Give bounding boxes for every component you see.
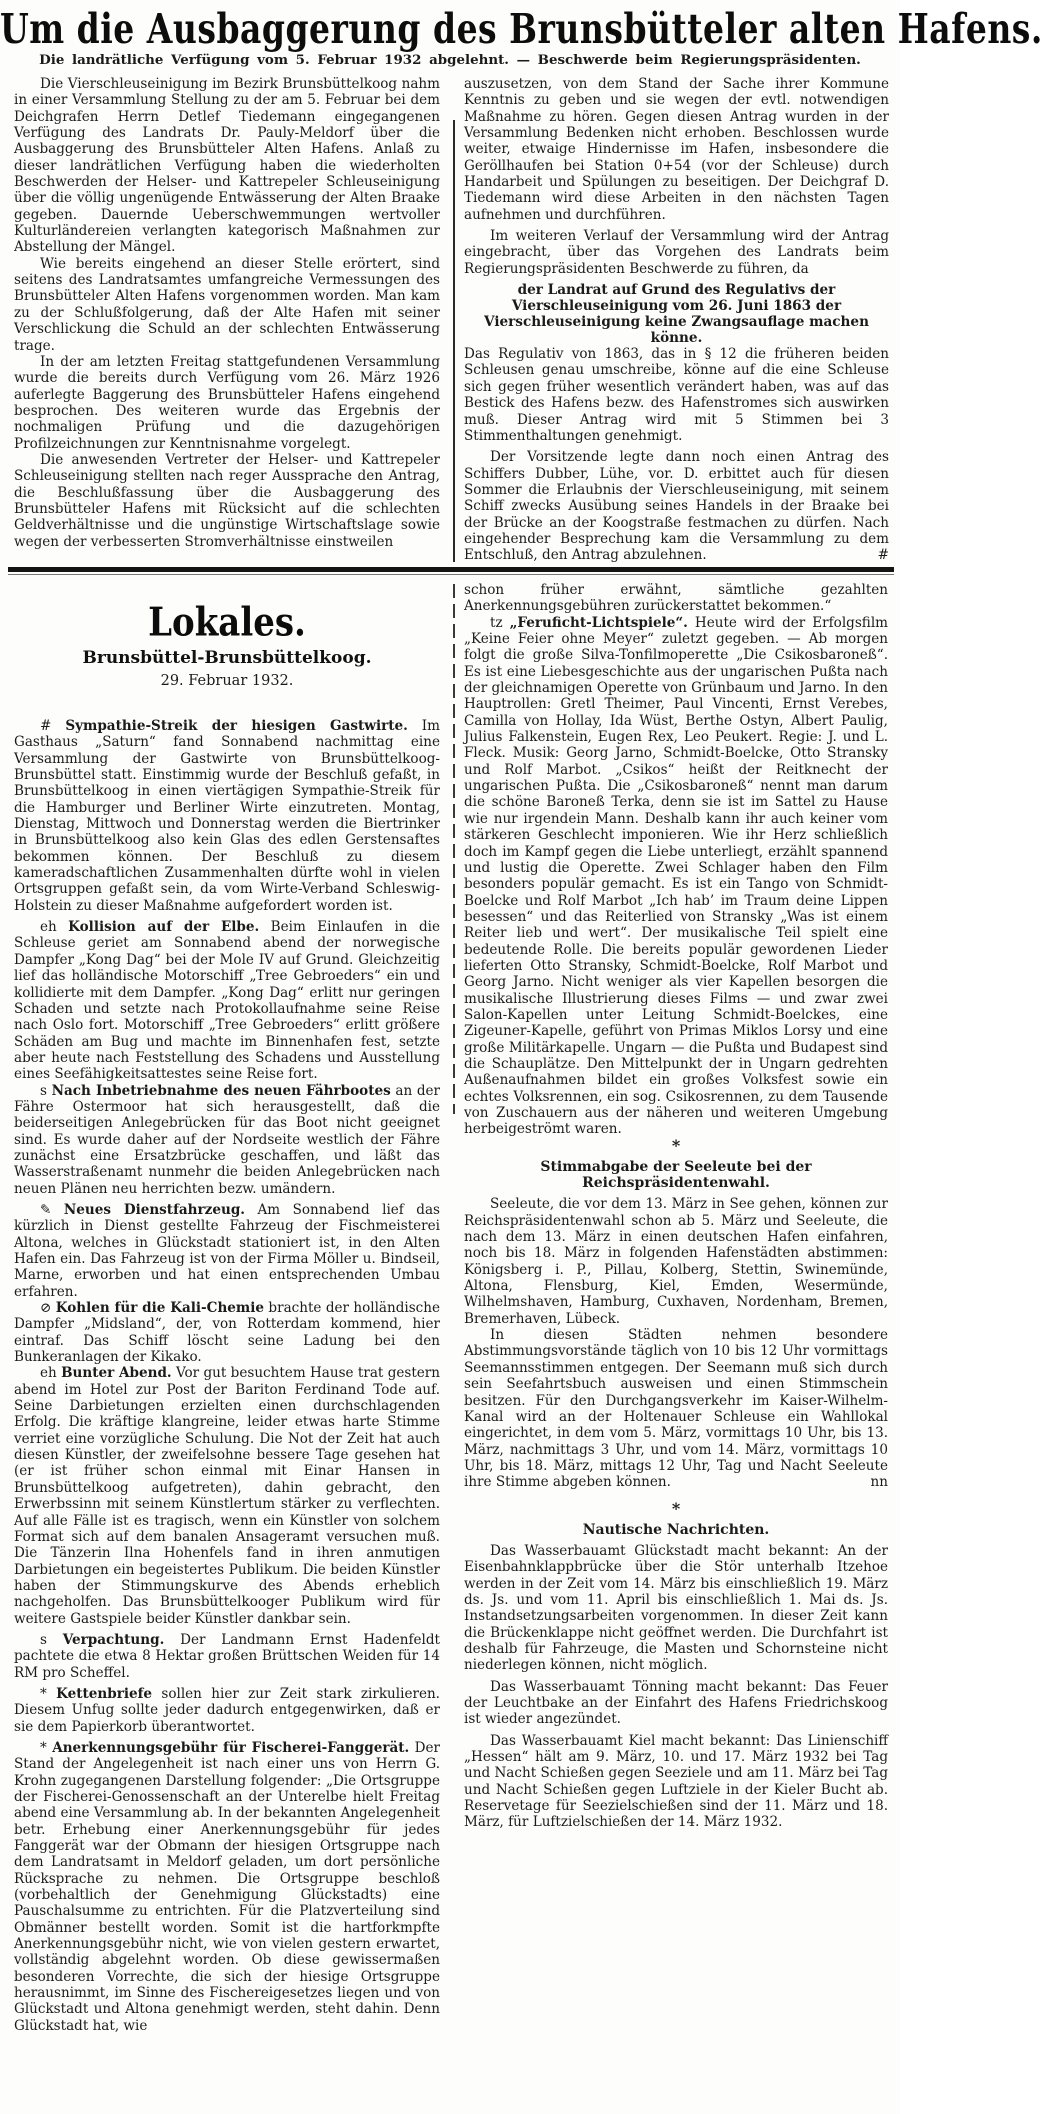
item-heading: Kohlen für die Kali-Chemie — [55, 1300, 265, 1317]
item-heading: Anerkennungsgebühr für Fischerei-Fanggerät. — [52, 1739, 410, 1756]
section-divider-rule-thin — [8, 574, 894, 575]
lokales-column-right — [464, 582, 888, 1831]
news-item — [14, 1632, 440, 1681]
nautical-heading: Nautische Nachrichten. — [582, 1521, 770, 1538]
item-marker: s — [40, 1082, 47, 1099]
article-paragraph: Seeleute, die vor dem 13. März in See gehen, können zur Reichspräsidentenwahl schon ab 5. März und Seeleute, die nach dem 13. März in einen deutschen Hafen einfahren, noch bis 18. März in folgenden Hafenstädten abstimmen: Königsberg i. P., Pillau, Kolberg, Stettin, Swinemünde, Altona, Flensburg, Kiel, Emden, Wesermünde, Wilhelmshaven, Hamburg, Cuxhaven, Nordenham, Bremen, Bremerhaven, Lübeck. — [464, 1196, 888, 1327]
news-item — [14, 1365, 440, 1627]
item-text: sollen hier zur Zeit stark zirkulieren. Diesem Unfug sollte jeder dadurch entgegenwirken, daß er sie dem Papierkorb überantwortet. — [14, 1685, 440, 1735]
section-place: Brunsbüttel-Brunsbüttelkoog. — [82, 648, 372, 668]
emphasis-statement: der Landrat auf Grund des Regulativs der Vierschleuseinigung vom 26. Juni 1863 der Vierschleuseinigung keine Zwangsauflage machen könne. — [484, 282, 869, 347]
item-heading: Kettenbriefe — [56, 1685, 153, 1702]
article-paragraph: Wie bereits eingehend an dieser Stelle erörtert, sind seitens des Landratsamtes umfangreiche Vermessungen des Brunsbütteler Alten Hafens vorgenommen worden. Man kam zu der Schlußfolgerung, daß der Alte Hafen mit seiner Verschlickung die Schuld an der schlechten Entwässerung trage. — [14, 255, 440, 354]
author-signature: # — [877, 547, 889, 564]
item-heading: Kollision auf der Elbe. — [68, 919, 260, 936]
news-item — [14, 718, 440, 914]
article-paragraph: In der am letzten Freitag stattgefundenen Versammlung wurde die bereits durch Verfügung vom 26. März 1926 auferlegte Baggerung des Brunsbütteler Hafens eingehend besprochen. Des weiteren wurde das Ergebnis der nochmaligen Prüfung und die dazugehörigen Profilzeichnungen zur Kenntnisnahme vorgelegt. — [14, 353, 440, 452]
item-marker: * — [40, 1739, 47, 1756]
lokales-column-left — [14, 718, 440, 2034]
item-text: Der Stand der Angelegenheit ist nach einer uns von Herrn G. Krohn zugegangenen Darstellung folgender: „Die Ortsgruppe der Fischerei-Genossenschaft an der Unterelbe hielt Freitag abend eine Versammlung ab. In der bekannten Angelegenheit betr. Erhebung einer Anerkennungsgebühr für jedes Fanggerät war der Obmann der hiesigen Ortsgruppe nach dem Landratsamt in Meldorf geladen, um dort persönliche Rücksprache zu nehmen. Die Ortsgruppe beschloß (vorbehaltlich der Genehmigung Glückstadts) eine Pauschalsumme zu entrichten. Für die Platzverteilung sind Obmänner bestellt worden. Somit ist die hartforkmpfte Anerkennungsgebühr nicht, wie von vielen gestern erwartet, vollständig abgelehnt worden. Ob diese gewissermaßen besonderen Vorrechte, die sich der hiesige Ortsgruppe herausnimmt, im Sinne des Fischereigesetzes liegen und von Glückstadt und Altona genehmigt werden, steht dahin. Denn Glückstadt hat, wie — [14, 1739, 440, 2034]
item-marker: tz — [490, 614, 503, 631]
pen-icon: ✎ — [40, 1201, 52, 1218]
item-text: Heute wird der Erfolgsfilm „Keine Feier ohne Meyer“ zuletzt gegeben. — Ab morgen folgt die große Silva-Tonfilmoperette „Die Csikosbaroneß“. Es ist eine Liebesgeschichte aus der ungarischen Pußta nach der gleichnamigen Operette von Grünbaum und Jarno. In den Hauptrollen: Gretl Theimer, Paul Vincenti, Ernst Verebes, Camilla von Hollay, Ida Wüst, Berthe Ostyn, Albert Paulig, Julius Falkenstein, Eugen Rex, Leo Peukert. Regie: J. und L. Fleck. Musik: Georg Jarno, Schmidt-Boelcke, Otto Stransky und Rolf Marbot. „Csikos“ heißt der Reitknecht der ungarischen Pußta. Die „Csikosbaroneß“ nennt man darum die schöne Baroneß Terka, denn sie ist im Sattel zu Hause wie nur irgendein Mann. Deshalb kann ihr auch keiner vom stärkeren Geschlecht imponieren. Wie ihr Herz schließlich doch im Kampf gegen die Liebe unterliegt, erzählt spannend und lustig die Operette. Zwei Schlager haben den Film besonders populär gemacht. Es ist ein Tango von Schmidt-Boelcke und Rolf Marbot „Ich hab’ im Traum deine Lippen besessen“ und das Reiterlied von Stransky „Was ist einem Reiter lieb und wert“. Der musikalische Teil spielt eine bedeutende Rolle. Die bereits populär gewordenen Lieder lieferten Otto Stransky, Schmidt-Boelcke, Rolf Marbot und Georg Jarno. Nicht weniger als vier Kapellen besorgen die musikalische Illustrierung dieses Films — und zwar zwei Salon-Kapellen unter Leitung Schmidt-Boelckes, eine Zigeuner-Kapelle, geführt von Primas Miklos Lorsy und eine große Militärkapelle. Ungarn — die Pußta und Budapest sind die Schauplätze. Den Mittelpunkt der in Ungarn gedrehten Außenaufnahmen bildet ein großes Volksfest sowie ein echtes Volksrennen, ein sog. Csikosrennen, zu dem Tausende von Zuschauern aus der näheren und weiteren Umgebung herbeigeströmt waren. — [464, 614, 889, 1138]
election-heading: Stimmabgabe der Seeleute bei der Reichspräsidentenwahl. — [540, 1158, 812, 1192]
article-paragraph: Das Wasserbauamt Glückstadt macht bekannt: An der Eisenbahnklappbrücke über die Stör unterhalb Itzehoe werden in der Zeit vom 14. März bis einschließlich 19. März ds. Js. und vom 11. April bis einschließlich 1. Mai ds. Js. Instandsetzungsarbeiten vorgenommen. In dieser Zeit kann die Brückenklappe nicht geöffnet werden. Die Durchfahrt ist deshalb für Fahrzeuge, die Masten und Schornsteine nicht niederlegen können, nicht möglich. — [464, 1542, 888, 1674]
article-paragraph-text: In diesen Städten nehmen besondere Abstimmungsvorstände täglich von 10 bis 12 Uhr vormittags Seemannsstimmen entgegen. Der Seemann muß sich durch sein Seefahrtsbuch ausweisen und einen Stimmschein besitzen. Für den Durchgangsverkehr im Kaiser-Wilhelm-Kanal wird an der Holtenauer Schleuse ein Wahllokal eingerichtet, in dem vom 5. März, vormittags 10 Uhr, bis 13. März, nachmittags 3 Uhr, und vom 14. März, vormittags 10 Uhr, bis 18. März, mittags 12 Uhr, Tag und Nacht Seeleute ihre Stimme abgeben können. — [464, 1327, 888, 1491]
section-title-lokales: Lokales. — [148, 600, 306, 646]
item-marker: s — [40, 1631, 47, 1648]
section-divider-rule — [8, 567, 894, 572]
news-item-cinema — [464, 615, 888, 1138]
author-signature: nn — [870, 1474, 888, 1491]
asterisk-separator: * — [671, 1135, 681, 1155]
news-item — [14, 919, 440, 1082]
asterisk-separator: * — [671, 1498, 681, 1518]
headline: Um die Ausbaggerung des Brunsbütteler alten Hafens. — [0, 4, 1043, 53]
article-paragraph: Das Wasserbauamt Kiel macht bekannt: Das Linienschiff „Hessen“ hält am 9. März, 10. und 17. März 1932 bei Tag und Nacht Schießen gegen Seeziele und am 11. März bei Tag und Nacht Schießen gegen Luftziele in der Kieler Bucht ab. Reservetage für Seezielschießen sind der 11. März und 18. März, für Luftzielschießen der 14. März 1932. — [464, 1732, 888, 1831]
news-item — [14, 1202, 440, 1300]
article-paragraph — [464, 449, 889, 563]
item-text: brachte der holländische Dampfer „Midsland“, der, von Rotterdam kommend, hier eintraf. Das Schiff löscht seine Ladung bei den Bunkeranlagen der Kikako. — [14, 1300, 441, 1366]
article-harbor-column-right — [464, 76, 889, 564]
item-text: Der Landmann Ernst Hadenfeldt pachtete die etwa 8 Hektar großen Brüttschen Weiden für 14 RM pro Scheffel. — [14, 1631, 440, 1681]
item-text: Vor gut besuchtem Hause trat gestern abend im Hotel zur Post der Bariton Ferdinand Tode auf. Seine Darbietungen erzielten einen durchschlagenden Erfolg. Die kräftige klangreine, leider etwas harte Stimme verriet eine vorzügliche Schulung. Die Not der Zeit hat auch diesen Künstler, der zweifelsohne bessere Tage gesehen hat (er ist früher schon einmal mit Einar Hansen in Brunsbüttelkoog aufgetreten), dahin gebracht, den Erwerbssinn mit seinem Künstlertum stärker zu verflechten. Auf alle Fälle ist es tragisch, wenn ein Künstler von solchem Format sich auf dem banalen Ansageramt versuchen muß. Die Tänzerin Ilna Hohenfels fand in ihren anmutigen Darbietungen ein begeistertes Publikum. Die beiden Künstler haben der Stimmungskurve des Abends erheblich nachgeholfen. Das Brunsbüttelkooger Publikum wird für weitere Gastspiele beider Künstler dankbar sein. — [14, 1365, 440, 1627]
item-marker: eh — [40, 1365, 57, 1382]
item-heading: Neues Dienstfahrzeug. — [63, 1201, 246, 1218]
item-heading: „Feruficht-Lichtspiele“. — [509, 614, 688, 631]
item-heading: Verpachtung. — [62, 1631, 165, 1648]
article-paragraph-text: Der Vorsitzende legte dann noch einen Antrag des Schiffers Dubber, Lühe, vor. D. erbittet auch für diesen Sommer die Erlaubnis der Vierschleuseinigung, mit seinem Schiff zwecks Ausübung seines Handels in der Braake bei der Brücke an der Koogstraße festmachen zu dürfen. Nach eingehender Besprechung kam die Versammlung zu dem Entschluß, den Antrag abzulehnen. — [464, 449, 889, 564]
item-marker: # — [40, 718, 52, 734]
article-harbor-column-left — [14, 76, 440, 550]
item-marker: ⊘ — [40, 1300, 52, 1317]
item-text: Im Gasthaus „Saturn“ fand Sonnabend nachmittag eine Versammlung der Gastwirte von Brunsbüttelkoog-Brunsbüttel statt. Einstimmig wurde der Beschluß gefaßt, in Brunsbüttelkoog in einen viertägigen Sympathie-Streik für die Hamburger und Berliner Wirte einzutreten. Montag, Dienstag, Mittwoch und Donnerstag werden die Biertrinker in Brunsbüttelkoog also kein Glas des edlen Gerstensaftes bekommen können. Der Beschluß zu diesem kameradschaftlichen Zusammenhalten dürfte wohl in vielen Ortsgruppen gefaßt sein, da vom Wirte-Verband Schleswig-Holstein zu dieser Maßnahme aufgefordert worden ist. — [14, 718, 440, 914]
item-heading: Bunter Abend. — [61, 1365, 172, 1382]
article-paragraph: Die anwesenden Vertreter der Helser- und Kattrepeler Schleuseinigung stellten nach reger Aussprache den Antrag, die Beschlußfassung über die Ausbaggerung des Brunsbütteler Hafens mit Rücksicht auf die schlechten Geldverhältnisse und die ungünstige Wirtschaftslage sowie wegen der verbesserten Stromverhältnisse einstweilen — [14, 451, 440, 550]
article-paragraph: Die Vierschleuseinigung im Bezirk Brunsbüttelkoog nahm in einer Versammlung Stellung zu der am 5. Februar bei dem Deichgrafen Herrn Detlef Tiedemann eingegangenen Verfügung des Landrats Dr. Pauly-Meldorf über die Ausbaggerung des Brunsbütteler Alten Hafens. Anlaß zu dieser landrätlichen Verfügung haben die wiederholten Beschwerden der Helser- und Kattrepeler Schleuseinigung über die völlig ungenügende Entwässerung der Alten Braake gegeben. Dauernde Ueberschwemmungen wertvoller Kulturländereien verlangten kategorisch Maßnahmen zur Abstellung der Mängel. — [14, 76, 440, 256]
article-paragraph: Das Wasserbauamt Tönning macht bekannt: Das Feuer der Leuchtbake an der Einfahrt des Hafens Friedrichskoog ist wieder angezündet. — [464, 1678, 888, 1728]
item-text: an der Fähre Ostermoor hat sich herausgestellt, daß die beiderseitigen Anlegebrücken für das Boot nicht geeignet sind. Es wurde daher auf der Nordseite westlich der Fähre zunächst eine Ersatzbrücke geschaffen, und läßt das Wasserstraßenamt nunmehr die beiden Anlegebrücken nach neuen Plänen neu herrichten bezw. umändern. — [14, 1082, 440, 1197]
continued-text: schon früher erwähnt, sämtliche gezahlten Anerkennungsgebühren zurückerstattet bekommen.“ — [464, 582, 888, 615]
article-paragraph: Im weiteren Verlauf der Versammlung wird der Antrag eingebracht, über das Vorgehen des Landrats beim Regierungspräsidenten Beschwerde zu führen, da — [464, 228, 889, 277]
item-text: Beim Einlaufen in die Schleuse geriet am Sonnabend abend der norwegische Dampfer „Kong Dag“ bei der Mole IV auf Grund. Gleichzeitig lief das holländische Motorschiff „Tree Gebroeders“ ein und kollidierte mit dem Dampfer. „Kong Dag“ erlitt nur geringen Schaden und setzte nach Protokollaufnahme seine Reise nach Oslo fort. Motorschiff „Tree Gebroeders“ erlitt größere Schäden am Bug und machte im Binnenhafen fest, setzte aber heute nach Feststellung des Schadens und Ausstellung eines Seefähigkeitsattestes seine Reise fort. — [14, 919, 440, 1083]
subheadline: Die landrätliche Verfügung vom 5. Februar 1932 abgelehnt. — Beschwerde beim Regierungspräsidenten. — [39, 52, 861, 68]
column-divider — [453, 584, 455, 1114]
news-item — [14, 1083, 440, 1197]
article-paragraph — [464, 1327, 888, 1490]
item-marker: * — [40, 1685, 47, 1702]
section-date: 29. Februar 1932. — [160, 673, 294, 689]
news-item — [14, 1300, 440, 1365]
item-marker: eh — [40, 919, 57, 936]
article-paragraph: Das Regulativ von 1863, das in § 12 die früheren beiden Schleusen genau umschreibe, könne auf die eine Schleuse sich gegen früher wesentlich verändert haben, was auf das Bestick des Hafens bezw. des Hafenstromes sich auswirken muß. Dieser Antrag wird mit 5 Stimmen bei 3 Stimmenthaltungen genehmigt. — [464, 346, 889, 444]
news-item — [14, 1686, 440, 1735]
column-divider — [453, 120, 455, 562]
item-text: Am Sonnabend lief das kürzlich in Dienst gestellte Fahrzeug der Fischmeisterei Altona, welches in Glückstadt stationiert ist, in den Alten Hafen ein. Das Fahrzeug ist von der Firma Möller u. Bindseil, Marne, erworben und hat einen entsprechenden Umbau erfahren. — [14, 1201, 440, 1300]
news-item — [14, 1740, 440, 2034]
item-heading: Nach Inbetriebnahme des neuen Fährbootes — [51, 1082, 391, 1099]
article-paragraph: auszusetzen, von dem Stand der Sache ihrer Kommune Kenntnis zu geben und sie wegen der evtl. notwendigen Maßnahme zu hören. Gegen diesen Antrag wurden in der Versammlung Bedenken nicht erhoben. Beschlossen wurde weiter, etwaige Hindernisse im Hafen, insbesondere die Geröllhaufen bei Station 0+54 (vor der Schleuse) durch Handarbeit und Spülungen zu beseitigen. Der Deichgraf D. Tiedemann wird diese Arbeiten in den nächsten Tagen aufnehmen und durchführen. — [464, 76, 889, 223]
item-heading: Sympathie-Streik der hiesigen Gastwirte. — [65, 718, 408, 734]
